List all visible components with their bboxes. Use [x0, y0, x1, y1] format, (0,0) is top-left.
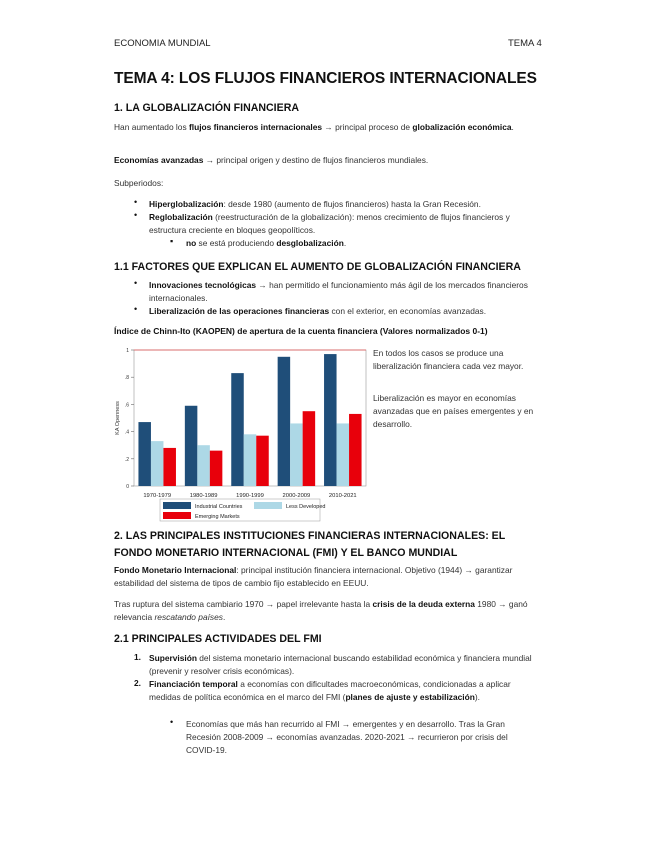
list-number: 2. [134, 678, 141, 688]
bar-1970-1979-emerging-markets [163, 448, 176, 486]
legend-label: Industrial Countries [195, 504, 243, 510]
s1-b2b: (reestructuración de la globalización): menos crecimiento de flujos financieros y estructura creciente en bloques geopolíticos. [149, 212, 510, 235]
section-2-1-heading: 2.1 PRINCIPALES ACTIVIDADES DEL FMI [114, 633, 322, 645]
s2-paragraph-1 [114, 564, 544, 590]
x-tick-label: 2000-2009 [282, 493, 311, 499]
s2-p2e: . [222, 612, 226, 622]
s1-b3b: se está produciendo [196, 238, 277, 248]
s1-b3a: no [186, 238, 197, 248]
s1-p1a: Han aumentado los [114, 122, 189, 132]
x-tick-label: 1970-1979 [143, 493, 172, 499]
s1-paragraph-2 [114, 154, 544, 167]
s1-bullet-2 [149, 211, 544, 237]
s1-p1c: → principal proceso de [322, 122, 413, 132]
s11-b2b: con el exterior, en economías avanzadas. [329, 306, 487, 316]
figure-note-1: En todos los casos se produce una liberalización financiera cada vez mayor. [373, 348, 524, 371]
bar-1980-1989-industrial-countries [185, 406, 198, 486]
s2-p2b: crisis de la deuda externa [372, 599, 475, 609]
s1-b3c: desglobalización [276, 238, 344, 248]
y-tick-label: .6 [124, 402, 129, 409]
s11-b2a: Liberalización de las operaciones financieras [149, 306, 330, 316]
sub-bullet-icon: • [170, 717, 174, 727]
s1-paragraph-3: Subperiodos: [114, 178, 164, 188]
s21-item-2 [149, 678, 544, 704]
section-2-heading: 2. LAS PRINCIPALES INSTITUCIONES FINANCIERAS INTERNACIONALES: EL FONDO MONETARIO INTERNACIONAL (FMI) Y EL BANCO MUNDIAL [114, 530, 506, 559]
bar-1980-1989-emerging-markets [210, 451, 223, 486]
bar-2010-2021-industrial-countries [324, 354, 337, 486]
s21-sub-bullet: Economías que más han recurrido al FMI → emergentes y en desarrollo. Tras la Gran Recesión 2008-2009 → economías avanzadas. 2020-2021 → recurrieron por crisis del COVID-19. [186, 719, 508, 755]
s1-b3d: . [343, 238, 347, 248]
bar-2000-2009-emerging-markets [303, 411, 316, 486]
s11-b1a: Innovaciones tecnológicas [149, 280, 257, 290]
s1-p1d: globalización económica [412, 122, 512, 132]
s21-i2a: Financiación temporal [149, 679, 238, 689]
s21-i2d: ). [474, 692, 480, 702]
legend-label: Less Developed [286, 504, 326, 510]
s1-p1e: . [511, 122, 514, 132]
s2-p2c: 1980 → ganó relevancia [114, 599, 528, 622]
legend-swatch-less-developed [254, 502, 282, 509]
bullet-icon: • [134, 304, 138, 314]
s2-paragraph-2 [114, 598, 544, 624]
x-tick-label: 1990-1999 [236, 493, 264, 499]
s1-b1a: Hiperglobalización [149, 199, 224, 209]
legend-swatch-industrial-countries [163, 502, 191, 509]
s11-b1b: → han permitido el funcionamiento más ágil de los mercados financieros internacionales. [149, 280, 528, 303]
bullet-icon: • [134, 278, 138, 288]
section-1-heading: 1. LA GLOBALIZACIÓN FINANCIERA [114, 102, 299, 114]
s11-bullet-2 [149, 305, 549, 318]
s11-bullet-1 [149, 279, 544, 305]
s2-p1b: : principal institución financiera internacional. Objetivo (1944) → garantizar estabilidad del sistema de tipos de cambio fijo establecido en EEUU. [114, 565, 513, 588]
bar-1980-1989-less-developed [197, 445, 210, 486]
header-left: ECONOMIA MUNDIAL [114, 38, 211, 49]
header-right: TEMA 4 [508, 38, 542, 49]
y-tick-label: .8 [124, 375, 129, 382]
kaopen-bar-chart [110, 340, 370, 525]
s21-i2c: planes de ajuste y estabilización [345, 692, 475, 702]
y-tick-label: 0 [126, 484, 129, 490]
legend-swatch-emerging-markets [163, 512, 191, 519]
s21-i1a: Supervisión [149, 653, 197, 663]
y-tick-label: .4 [124, 429, 129, 436]
s1-sub-bullet [186, 237, 526, 250]
figure-title: Índice de Chinn-Ito (KAOPEN) de apertura de la cuenta financiera (Valores normalizados 0-1) [114, 326, 488, 336]
bar-2010-2021-less-developed [337, 423, 350, 486]
legend-label: Emerging Markets [195, 514, 240, 520]
bar-1990-1999-industrial-countries [231, 373, 244, 486]
s1-p1b: flujos financieros internacionales [188, 122, 323, 132]
x-tick-label: 1980-1989 [189, 493, 218, 499]
s1-bullet-1 [149, 198, 544, 211]
s1-p2b: → principal origen y destino de flujos financieros mundiales. [203, 155, 429, 165]
bullet-icon: • [134, 197, 138, 207]
bar-2000-2009-industrial-countries [278, 357, 291, 486]
bar-1970-1979-industrial-countries [138, 422, 151, 486]
sub-bullet-icon: ▪ [170, 236, 174, 246]
y-tick-label: .2 [124, 456, 129, 463]
bar-2000-2009-less-developed [290, 423, 303, 486]
bar-2010-2021-emerging-markets [349, 414, 362, 486]
s2-p1a: Fondo Monetario Internacional [114, 565, 237, 575]
bar-1970-1979-less-developed [151, 441, 164, 486]
s1-p2a: Economías avanzadas [114, 155, 204, 165]
bar-1990-1999-emerging-markets [256, 436, 269, 486]
figure-note-2: Liberalización es mayor en economías avanzadas que en países emergentes y en desarrollo. [373, 393, 534, 429]
s1-b1b: : desde 1980 (aumento de flujos financieros) hasta la Gran Recesión. [223, 199, 481, 209]
s21-i2b: a economías con dificultades macroeconómicas, condicionadas a aplicar medidas de política económica en el marco del FMI ( [149, 679, 511, 702]
s21-i1b: del sistema monetario internacional buscando estabilidad económica y financiera mundial (prevenir y resolver crisis económicas). [149, 653, 532, 676]
list-number: 1. [134, 652, 141, 662]
s2-p2d: rescatando países [154, 612, 223, 622]
s1-paragraph-1 [114, 121, 544, 134]
x-tick-label: 2010-2021 [328, 493, 357, 499]
bullet-icon: • [134, 210, 138, 220]
s1-b2a: Reglobalización [149, 212, 213, 222]
y-tick-label: 1 [126, 348, 129, 354]
bar-1990-1999-less-developed [244, 434, 257, 486]
y-axis-label: KA Openness [115, 401, 121, 435]
s21-item-1 [149, 652, 544, 678]
page-title: TEMA 4: LOS FLUJOS FINANCIEROS INTERNACIONALES [114, 70, 537, 87]
section-1-1-heading: 1.1 FACTORES QUE EXPLICAN EL AUMENTO DE GLOBALIZACIÓN FINANCIERA [114, 261, 521, 273]
s2-p2a: Tras ruptura del sistema cambiario 1970 → papel irrelevante hasta la [114, 599, 373, 609]
